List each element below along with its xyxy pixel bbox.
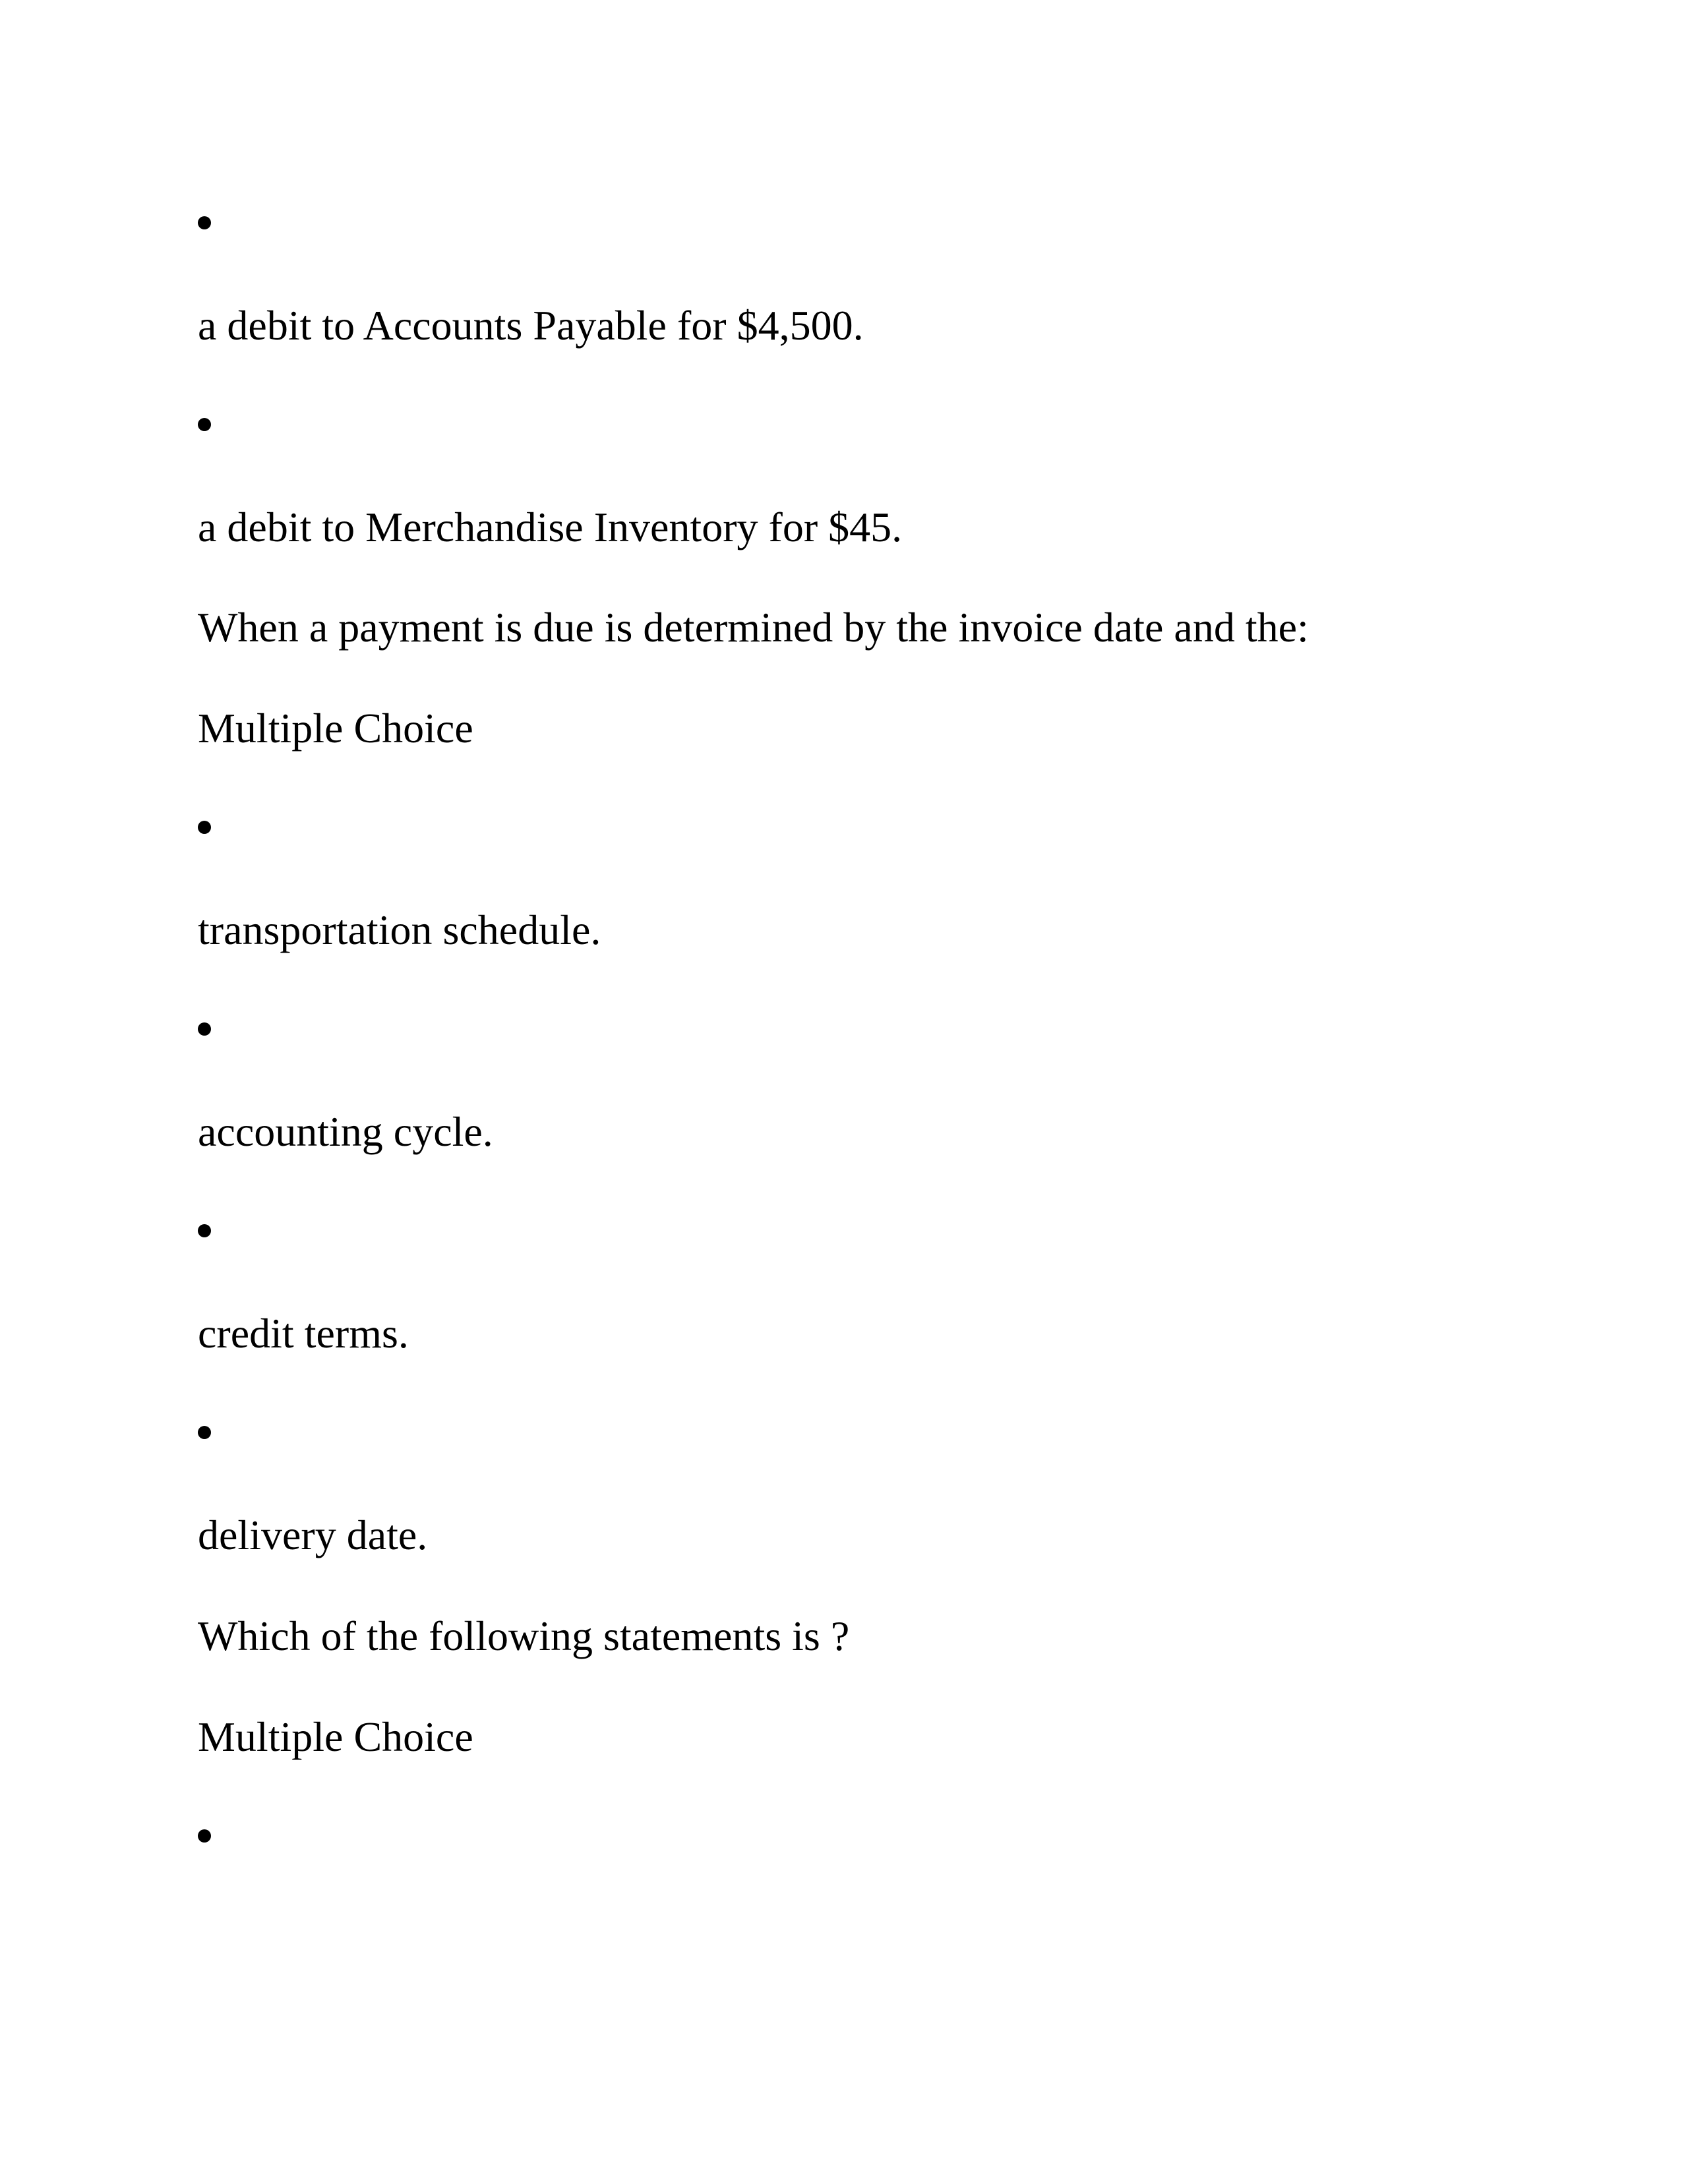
option-text: a debit to Merchandise Inventory for $45. <box>198 504 903 550</box>
option-text: delivery date. <box>198 1512 428 1558</box>
option-text: a debit to Accounts Payable for $4,500. <box>198 302 864 349</box>
question-text: Which of the following statements is ? <box>198 1612 850 1659</box>
bullet-2 <box>198 418 211 431</box>
option-text: accounting cycle. <box>198 1108 493 1155</box>
option-text: credit terms. <box>198 1310 409 1357</box>
bullet-4 <box>198 1022 211 1036</box>
bullet-5 <box>198 1224 211 1237</box>
multiple-choice-label: Multiple Choice <box>198 1713 473 1760</box>
bullet-6 <box>198 1426 211 1439</box>
multiple-choice-label: Multiple Choice <box>198 705 473 752</box>
option-text: transportation schedule. <box>198 906 601 953</box>
bullet-7 <box>198 1829 211 1843</box>
bullet-3 <box>198 821 211 834</box>
bullet-1 <box>198 216 211 229</box>
question-text: When a payment is due is determined by the invoice date and the: <box>198 604 1309 651</box>
